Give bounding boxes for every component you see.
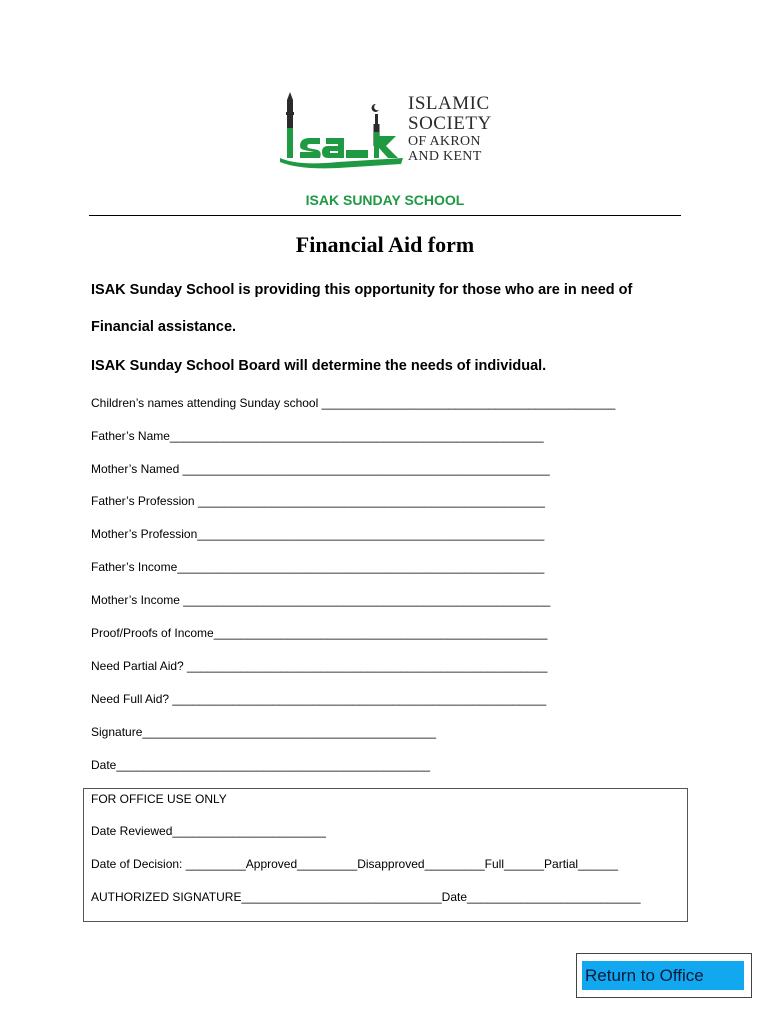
field-fathers-income[interactable]: Father’s Income_______________________________________________________ bbox=[91, 560, 545, 574]
field-mothers-profession[interactable]: Mother’s Profession____________________________________________________ bbox=[91, 527, 545, 541]
logo-line-1: ISLAMIC bbox=[408, 93, 490, 114]
logo-wordmark bbox=[408, 94, 492, 164]
office-use-box bbox=[83, 788, 688, 922]
field-mothers-name[interactable]: Mother’s Named _______________________________________________________ bbox=[91, 462, 550, 476]
office-decision[interactable]: Date of Decision: _________Approved_________Disapproved_________Full______Partial______ bbox=[91, 857, 619, 871]
logo-line-4: AND KENT bbox=[408, 149, 482, 164]
field-signature[interactable]: Signature____________________________________________ bbox=[91, 725, 437, 739]
return-to-office-label[interactable]: Return to Office bbox=[582, 961, 744, 990]
return-to-office-button[interactable] bbox=[576, 953, 752, 998]
intro-line-2: Financial assistance. bbox=[91, 319, 237, 335]
intro-line-1: ISAK Sunday School is providing this opportunity for those who are in need of bbox=[91, 282, 633, 298]
isak-logo-mark bbox=[278, 92, 408, 172]
form-title: Financial Aid form bbox=[295, 232, 475, 257]
logo-line-3: OF AKRON bbox=[408, 134, 481, 149]
header-divider bbox=[89, 215, 681, 216]
field-date[interactable]: Date_______________________________________________ bbox=[91, 758, 431, 772]
field-proof-of-income[interactable]: Proof/Proofs of Income__________________________________________________ bbox=[91, 626, 548, 640]
field-need-full-aid[interactable]: Need Full Aid? ________________________________________________________ bbox=[91, 692, 547, 706]
logo-line-2: SOCIETY bbox=[408, 113, 492, 134]
office-heading: FOR OFFICE USE ONLY bbox=[91, 792, 227, 806]
field-fathers-name[interactable]: Father’s Name________________________________________________________ bbox=[91, 429, 544, 443]
field-children-names[interactable]: Children’s names attending Sunday school ____________________________________________ bbox=[91, 396, 616, 410]
field-mothers-income[interactable]: Mother’s Income _______________________________________________________ bbox=[91, 593, 551, 607]
field-need-partial-aid[interactable]: Need Partial Aid? ______________________________________________________ bbox=[91, 659, 548, 673]
field-fathers-profession[interactable]: Father’s Profession ____________________________________________________ bbox=[91, 494, 545, 508]
isak-logo bbox=[278, 92, 493, 172]
intro-line-3: ISAK Sunday School Board will determine the needs of individual. bbox=[91, 358, 547, 374]
office-authorized-signature[interactable]: AUTHORIZED SIGNATURE______________________________Date__________________________ bbox=[91, 890, 641, 904]
office-date-reviewed[interactable]: Date Reviewed_______________________ bbox=[91, 824, 326, 838]
school-title: ISAK SUNDAY SCHOOL bbox=[305, 192, 465, 208]
